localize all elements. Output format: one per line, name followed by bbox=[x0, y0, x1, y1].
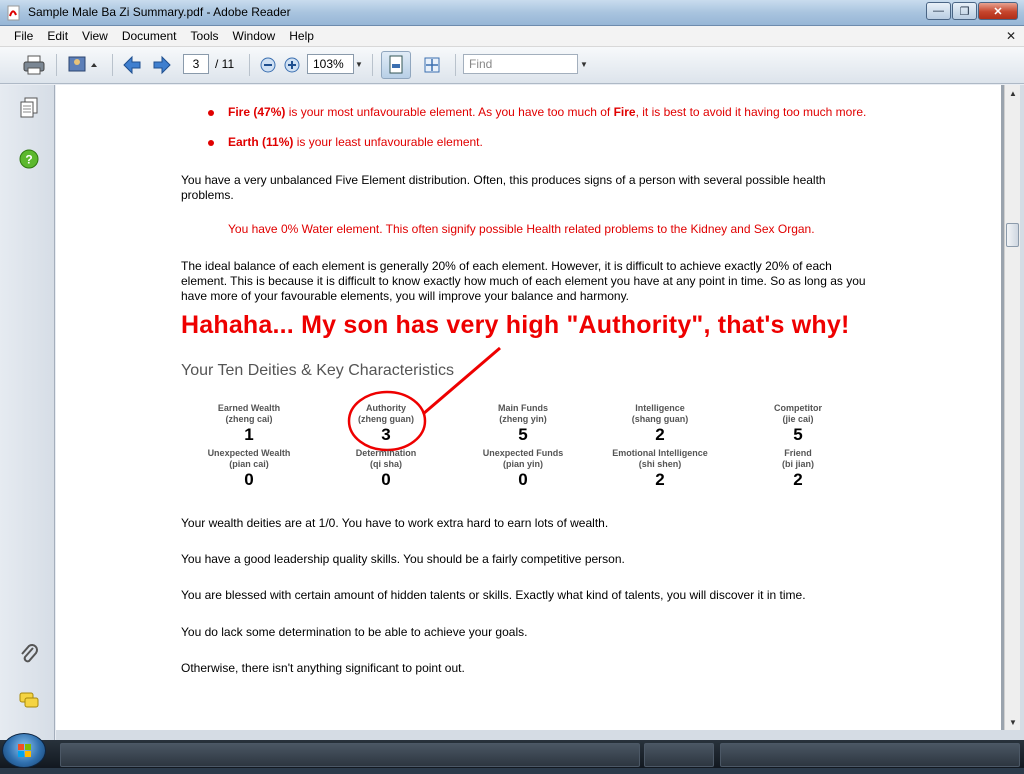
annotation-headline: Hahaha... My son has very high "Authority", that's why! bbox=[181, 311, 850, 339]
taskbar-item[interactable] bbox=[60, 743, 640, 767]
deity-determination bbox=[311, 448, 461, 489]
deity-intelligence bbox=[585, 403, 735, 444]
earth-text: is your least unfavourable element. bbox=[293, 135, 483, 149]
scroll-up-icon[interactable]: ▲ bbox=[1009, 88, 1017, 98]
conclusion-otherwise: Otherwise, there isn't anything significant to point out. bbox=[181, 661, 465, 675]
deity-pinyin: (zheng yin) bbox=[499, 414, 547, 424]
menu-tools[interactable]: Tools bbox=[190, 29, 219, 43]
deity-pinyin: (bi jian) bbox=[782, 459, 814, 469]
menu-view[interactable]: View bbox=[82, 29, 108, 43]
fire-percent: (47%) bbox=[253, 105, 286, 119]
deity-value: 2 bbox=[655, 470, 665, 489]
deity-name: Main Funds bbox=[498, 403, 548, 413]
conclusion-determination: You do lack some determination to be able to achieve your goals. bbox=[181, 625, 528, 639]
earth-percent: (11%) bbox=[262, 135, 294, 149]
deity-name: Competitor bbox=[774, 403, 822, 413]
deity-unexpected-wealth bbox=[174, 448, 324, 489]
menu-help[interactable]: Help bbox=[289, 29, 314, 43]
find-input[interactable]: Find bbox=[463, 54, 578, 74]
water-warning: You have 0% Water element. This often signify possible Health related problems to the Kidney and Sex Organ. bbox=[228, 222, 815, 236]
ideal-balance-paragraph: The ideal balance of each element is generally 20% of each element. However, it is difficult to achieve exactly 20% of each element. This is because it is difficult to know exactly how much of each element you have at any point in time. So as long as you have more of your favourable elements, you will improve your balance and harmony. bbox=[181, 259, 866, 303]
conclusion-wealth: Your wealth deities are at 1/0. You have to work extra hard to earn lots of wealth. bbox=[181, 516, 609, 530]
minimize-button[interactable]: — bbox=[926, 2, 951, 20]
taskbar-item[interactable] bbox=[720, 743, 1020, 767]
menu-window[interactable]: Window bbox=[232, 29, 276, 43]
fire-bold-tail: Fire bbox=[613, 105, 636, 119]
scroll-down-icon[interactable]: ▼ bbox=[1009, 717, 1017, 727]
section-title: Your Ten Deities & Key Characteristics bbox=[181, 362, 455, 379]
deity-value: 0 bbox=[381, 470, 391, 489]
deity-value: 0 bbox=[518, 470, 528, 489]
zoom-dropdown-icon[interactable]: ▼ bbox=[355, 60, 363, 69]
balance-paragraph: You have a very unbalanced Five Element distribution. Often, this produces signs of a person with several possible health problems. bbox=[181, 173, 826, 202]
deity-name: Earned Wealth bbox=[217, 403, 281, 413]
deity-name: Unexpected Wealth bbox=[207, 448, 291, 458]
deity-friend bbox=[723, 448, 873, 489]
start-button[interactable] bbox=[2, 733, 46, 768]
deity-name: Intelligence bbox=[635, 403, 685, 413]
deity-authority bbox=[311, 403, 461, 444]
menu-edit[interactable]: Edit bbox=[47, 29, 69, 43]
close-button[interactable]: ✕ bbox=[978, 2, 1018, 20]
menu-file[interactable]: File bbox=[14, 29, 34, 43]
zoom-level-input[interactable]: 103% bbox=[307, 54, 354, 74]
deity-value: 2 bbox=[655, 425, 665, 444]
deity-value: 2 bbox=[793, 470, 803, 489]
conclusion-leadership: You have a good leadership quality skills. You should be a fairly competitive person. bbox=[181, 552, 625, 566]
deity-value: 0 bbox=[244, 470, 254, 489]
window-title: Sample Male Ba Zi Summary.pdf - Adobe Reader bbox=[28, 5, 291, 19]
deity-pinyin: (pian cai) bbox=[229, 459, 269, 469]
earth-label: Earth bbox=[228, 135, 259, 149]
deity-pinyin: (shang guan) bbox=[631, 414, 689, 424]
restore-button[interactable]: ❐ bbox=[952, 2, 977, 20]
fire-label: Fire bbox=[228, 105, 251, 119]
deity-earned-wealth bbox=[174, 403, 324, 444]
document-close-button[interactable]: ✕ bbox=[1005, 29, 1016, 43]
menu-document[interactable]: Document bbox=[121, 29, 177, 43]
page-number-input[interactable]: 3 bbox=[183, 54, 209, 74]
deity-pinyin: (zheng guan) bbox=[358, 414, 414, 424]
deity-value: 5 bbox=[518, 425, 528, 444]
deity-name: Friend bbox=[784, 448, 812, 458]
deity-pinyin: (shi shen) bbox=[638, 459, 682, 469]
deity-value: 5 bbox=[793, 425, 803, 444]
windows-logo-icon bbox=[3, 734, 47, 769]
deity-pinyin: (qi sha) bbox=[369, 459, 402, 469]
deity-competitor bbox=[723, 403, 873, 444]
deity-pinyin: (pian yin) bbox=[503, 459, 543, 469]
deity-main-funds bbox=[448, 403, 598, 444]
fire-text: is your most unfavourable element. As you have too much of bbox=[285, 105, 614, 119]
taskbar-item[interactable] bbox=[644, 743, 714, 767]
deity-pinyin: (zheng cai) bbox=[225, 414, 273, 424]
page-total-label: / 11 bbox=[215, 57, 235, 71]
deity-unexpected-funds bbox=[448, 448, 598, 489]
deity-name: Determination bbox=[355, 448, 417, 458]
svg-text:?: ? bbox=[25, 152, 33, 167]
deity-value: 1 bbox=[244, 425, 254, 444]
deity-name: Authority bbox=[366, 403, 406, 413]
deity-name: Emotional Intelligence bbox=[612, 448, 708, 458]
deity-emotional-intelligence bbox=[585, 448, 735, 489]
conclusion-talents: You are blessed with certain amount of hidden talents or skills. Exactly what kind of talents, you will discover it in time. bbox=[181, 588, 806, 602]
fire-tail: , it is best to avoid it having too much more. bbox=[635, 105, 867, 119]
deity-value: 3 bbox=[381, 425, 391, 444]
find-dropdown-icon[interactable]: ▼ bbox=[580, 60, 588, 69]
deity-pinyin: (jie cai) bbox=[782, 414, 814, 424]
deity-name: Unexpected Funds bbox=[482, 448, 564, 458]
